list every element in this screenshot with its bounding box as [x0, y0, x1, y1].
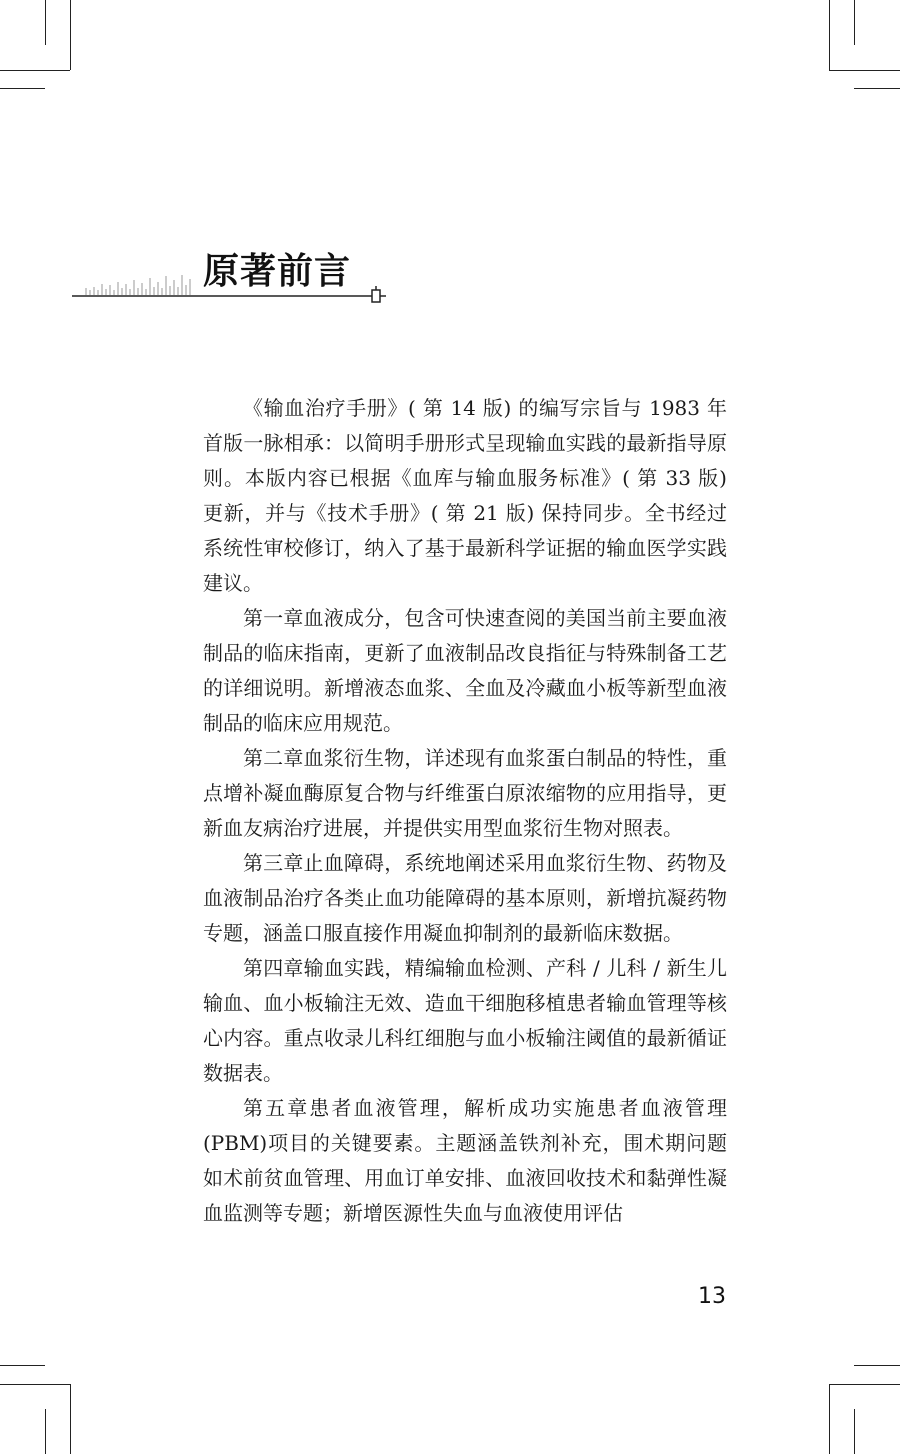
paragraph-chapter-3: 第三章止血障碍，系统地阐述采用血浆衍生物、药物及血液制品治疗各类止血功能障碍的基本原则，新增抗凝药物专题，涵盖口服直接作用凝血抑制剂的最新临床数据。 [203, 851, 727, 945]
paragraph-chapter-2: 第二章血浆衍生物，详述现有血浆蛋白制品的特性，重点增补凝血酶原复合物与纤维蛋白原浓缩物的应用指导，更新血友病治疗进展，并提供实用型血浆衍生物对照表。 [203, 746, 727, 840]
crop-mark-top-left-outer-vertical [45, 0, 46, 45]
crop-mark-top-left-outer-horizontal [0, 88, 45, 89]
crop-mark-top-right-horizontal [829, 70, 900, 71]
crop-mark-bottom-left-outer-horizontal [0, 1365, 45, 1366]
paragraph-chapter-5: 第五章患者血液管理，解析成功实施患者血液管理(PBM)项目的关键要素。主题涵盖铁剂补充，围术期问题如术前贫血管理、用血订单安排、血液回收技术和黏弹性凝血监测等专题；新增医源性失血与血液使用评估 [203, 1096, 727, 1225]
crop-mark-top-right-outer-vertical [854, 0, 855, 45]
crop-mark-bottom-right-vertical [829, 1384, 830, 1454]
page-number: 13 [698, 1284, 726, 1309]
crop-mark-top-left-vertical [70, 0, 71, 70]
crop-mark-bottom-left-vertical [70, 1384, 71, 1454]
crop-mark-top-left-horizontal [0, 70, 70, 71]
crop-mark-bottom-left-outer-vertical [45, 1409, 46, 1454]
paragraph-chapter-1: 第一章血液成分，包含可快速查阅的美国当前主要血液制品的临床指南，更新了血液制品改良指征与特殊制备工艺的详细说明。新增液态血浆、全血及冷藏血小板等新型血液制品的临床应用规范。 [203, 606, 727, 735]
crop-mark-top-right-vertical [829, 0, 830, 70]
crop-mark-bottom-right-outer-horizontal [854, 1365, 900, 1366]
crop-mark-bottom-right-horizontal [829, 1384, 900, 1385]
crop-mark-bottom-right-outer-vertical [854, 1409, 855, 1454]
paragraph-intro: 《输血治疗手册》( 第 14 版) 的编写宗旨与 1983 年首版一脉相承：以简明手册形式呈现输血实践的最新指导原则。本版内容已根据《血库与输血服务标准》( 第 33 版) 更新，并与《技术手册》( 第 21 版) 保持同步。全书经过系统性审校修订，纳入了基于最新科学证据的输血医学实践建议。 [203, 396, 727, 595]
crop-mark-top-right-outer-horizontal [854, 88, 900, 89]
page-title: 原著前言 [203, 250, 352, 292]
preface-body [203, 391, 727, 1231]
crop-mark-bottom-left-horizontal [0, 1384, 70, 1385]
paragraph-chapter-4: 第四章输血实践，精编输血检测、产科 / 儿科 / 新生儿输血、血小板输注无效、造血干细胞移植患者输血管理等核心内容。重点收录儿科红细胞与血小板输注阈值的最新循证数据表。 [203, 956, 727, 1085]
